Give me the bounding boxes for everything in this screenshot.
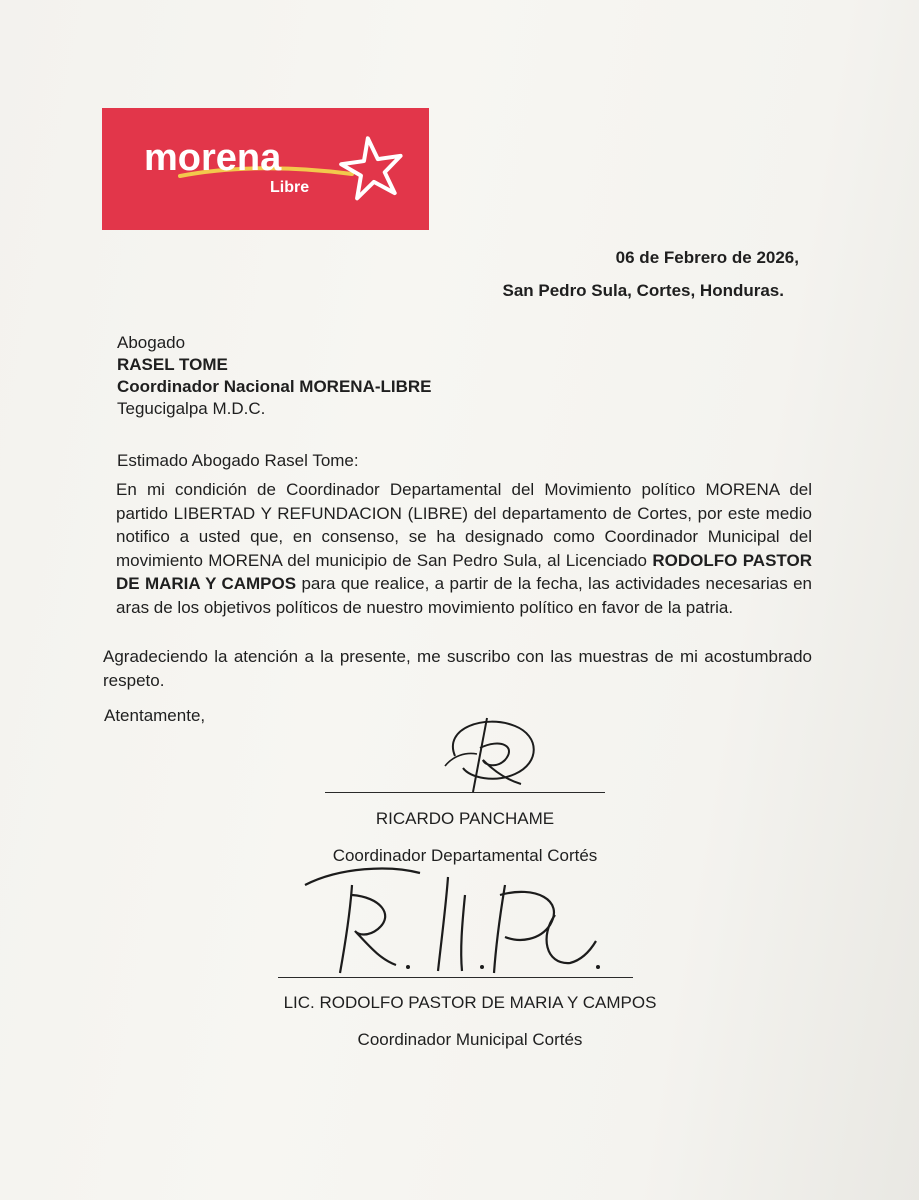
signature-1-line xyxy=(325,792,605,793)
morena-libre-logo xyxy=(102,108,429,230)
recipient-city: Tegucigalpa M.D.C. xyxy=(117,399,266,418)
signature-1-name: RICARDO PANCHAME xyxy=(375,809,555,828)
signature-1-role: Coordinador Departamental Cortés xyxy=(332,846,598,865)
paragraph-1-text-end: para que realice, a partir de la fecha, las actividades necesarias en aras de los objetivos políticos de nuestro movimiento político en favor de la patria. xyxy=(116,574,812,617)
body-paragraph-2: Agradeciendo la atención a la presente, me suscribo con las muestras de mi acostumbrado respeto. xyxy=(103,647,812,690)
letter-date: 06 de Febrero de 2026, xyxy=(615,248,799,267)
logo-brand-sub: Libre xyxy=(270,179,310,196)
signature-2-scribble xyxy=(300,855,620,985)
paragraph-1-text-start: En mi condición de Coordinador Departamental del Movimiento político MORENA del partido LIBERTAD Y REFUNDACION (LIBRE) del departamento de Cortes, por este medio notifico a usted que, en consenso, se ha designado como Coordinador Municipal del movimiento MORENA del municipio de San Pedro Sula, al Licenciado xyxy=(116,480,812,570)
signature-2-role: Coordinador Municipal Cortés xyxy=(357,1030,583,1049)
signature-2-line xyxy=(278,977,633,978)
appointee-name: RODOLFO PASTOR DE MARIA Y CAMPOS xyxy=(116,550,812,594)
signature-1-scribble xyxy=(425,708,555,800)
recipient-title: Abogado xyxy=(117,333,186,352)
letter-place: San Pedro Sula, Cortes, Honduras. xyxy=(502,281,784,300)
signature-2-name: LIC. RODOLFO PASTOR DE MARIA Y CAMPOS xyxy=(283,993,657,1012)
logo-graphic xyxy=(102,108,429,230)
greeting: Estimado Abogado Rasel Tome: xyxy=(117,451,359,470)
closing: Atentamente, xyxy=(104,706,206,725)
body-paragraph-1 xyxy=(116,478,812,620)
recipient-name: RASEL TOME xyxy=(117,355,228,374)
recipient-position: Coordinador Nacional MORENA-LIBRE xyxy=(117,377,432,396)
logo-brand-main: morena xyxy=(144,137,282,179)
